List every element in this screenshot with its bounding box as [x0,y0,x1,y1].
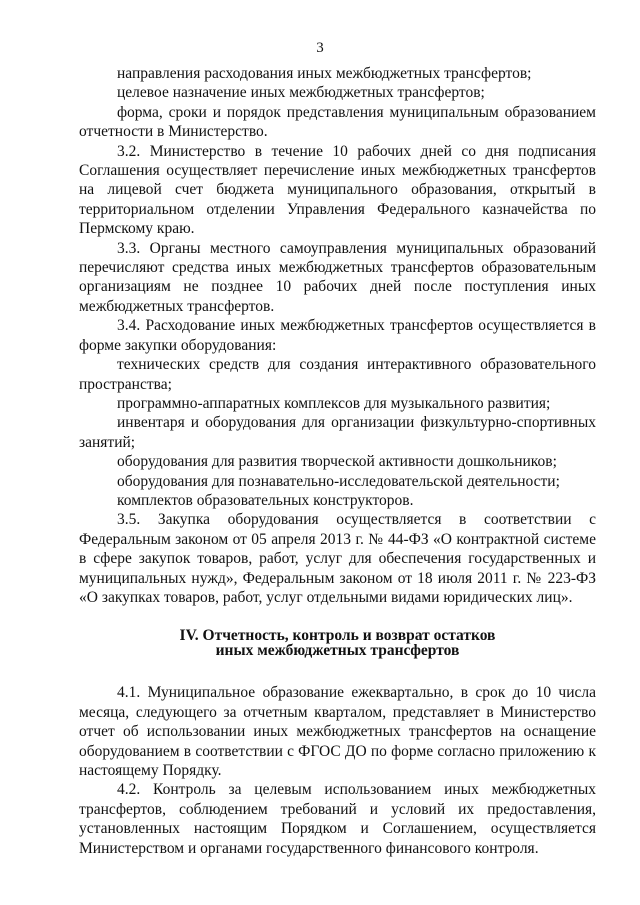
section-heading [79,628,596,658]
paragraph-3-5: 3.5. Закупка оборудования осуществляется в соответствии с Федеральным законом от 05 апреля 2013 г. № 44-ФЗ «О контрактной системе в сфере закупок товаров, работ, услуг для обеспечения государственных и муниципальных нужд», Федеральным законом от 18 июля 2011 г. № 223-ФЗ «О закупках товаров, работ, услуг отдельными видами юридических лиц». [79,511,596,606]
list-item: комплектов образовательных конструкторов. [117,491,414,509]
paragraph-4-2: 4.2. Контроль за целевым использованием иных межбюджетных трансфертов, соблюдением требований и условий их предоставления, установленных настоящим Порядком и Соглашением, осуществляется Министерством и органами государственного финансового контроля. [79,781,596,857]
section-heading-line-2: иных межбюджетных трансфертов [215,642,460,660]
list-item: инвентаря и оборудования для организации физкультурно-спортивных занятий; [79,414,596,451]
document-body [79,64,596,858]
list-item: программно-аппаратных комплексов для музыкального развития; [117,394,551,412]
paragraph: целевое назначение иных межбюджетных трансфертов; [117,84,485,102]
section-heading-line-1: IV. Отчетность, контроль и возврат остатков [179,627,496,645]
paragraph-3-2: 3.2. Министерство в течение 10 рабочих дней со дня подписания Соглашения осуществляет перечисление иных межбюджетных трансфертов на лицевой счет бюджета муниципального образования, открытый в территориальном отделении Управления Федерального казначейства по Пермскому краю. [79,142,596,238]
paragraph-4-1: 4.1. Муниципальное образование ежеквартально, в срок до 10 числа месяца, следующего за отчетным кварталом, представляет в Министерство отчет об использовании иных межбюджетных трансфертов на оснащение оборудованием в соответствии с ФГОС ДО по форме согласно приложению к настоящему Порядку. [79,684,596,779]
list-item: оборудования для познавательно-исследовательской деятельности; [117,472,560,490]
paragraph: форма, сроки и порядок представления муниципальным образованием отчетности в Министерство. [79,103,596,141]
page-number: 3 [316,40,324,56]
list-item: технических средств для создания интерактивного образовательного пространства; [79,356,596,393]
list-item: оборудования для развития творческой активности дошкольников; [117,453,557,471]
paragraph: направления расходования иных межбюджетных трансфертов; [117,65,532,82]
paragraph-3-4: 3.4. Расходование иных межбюджетных трансфертов осуществляется в форме закупки оборудования: [79,317,596,354]
paragraph-3-3: 3.3. Органы местного самоуправления муниципальных образований перечисляют средства иных межбюджетных трансфертов образовательным организациям не позднее 10 рабочих дней после поступления иных межбюджетных трансфертов. [79,239,596,315]
